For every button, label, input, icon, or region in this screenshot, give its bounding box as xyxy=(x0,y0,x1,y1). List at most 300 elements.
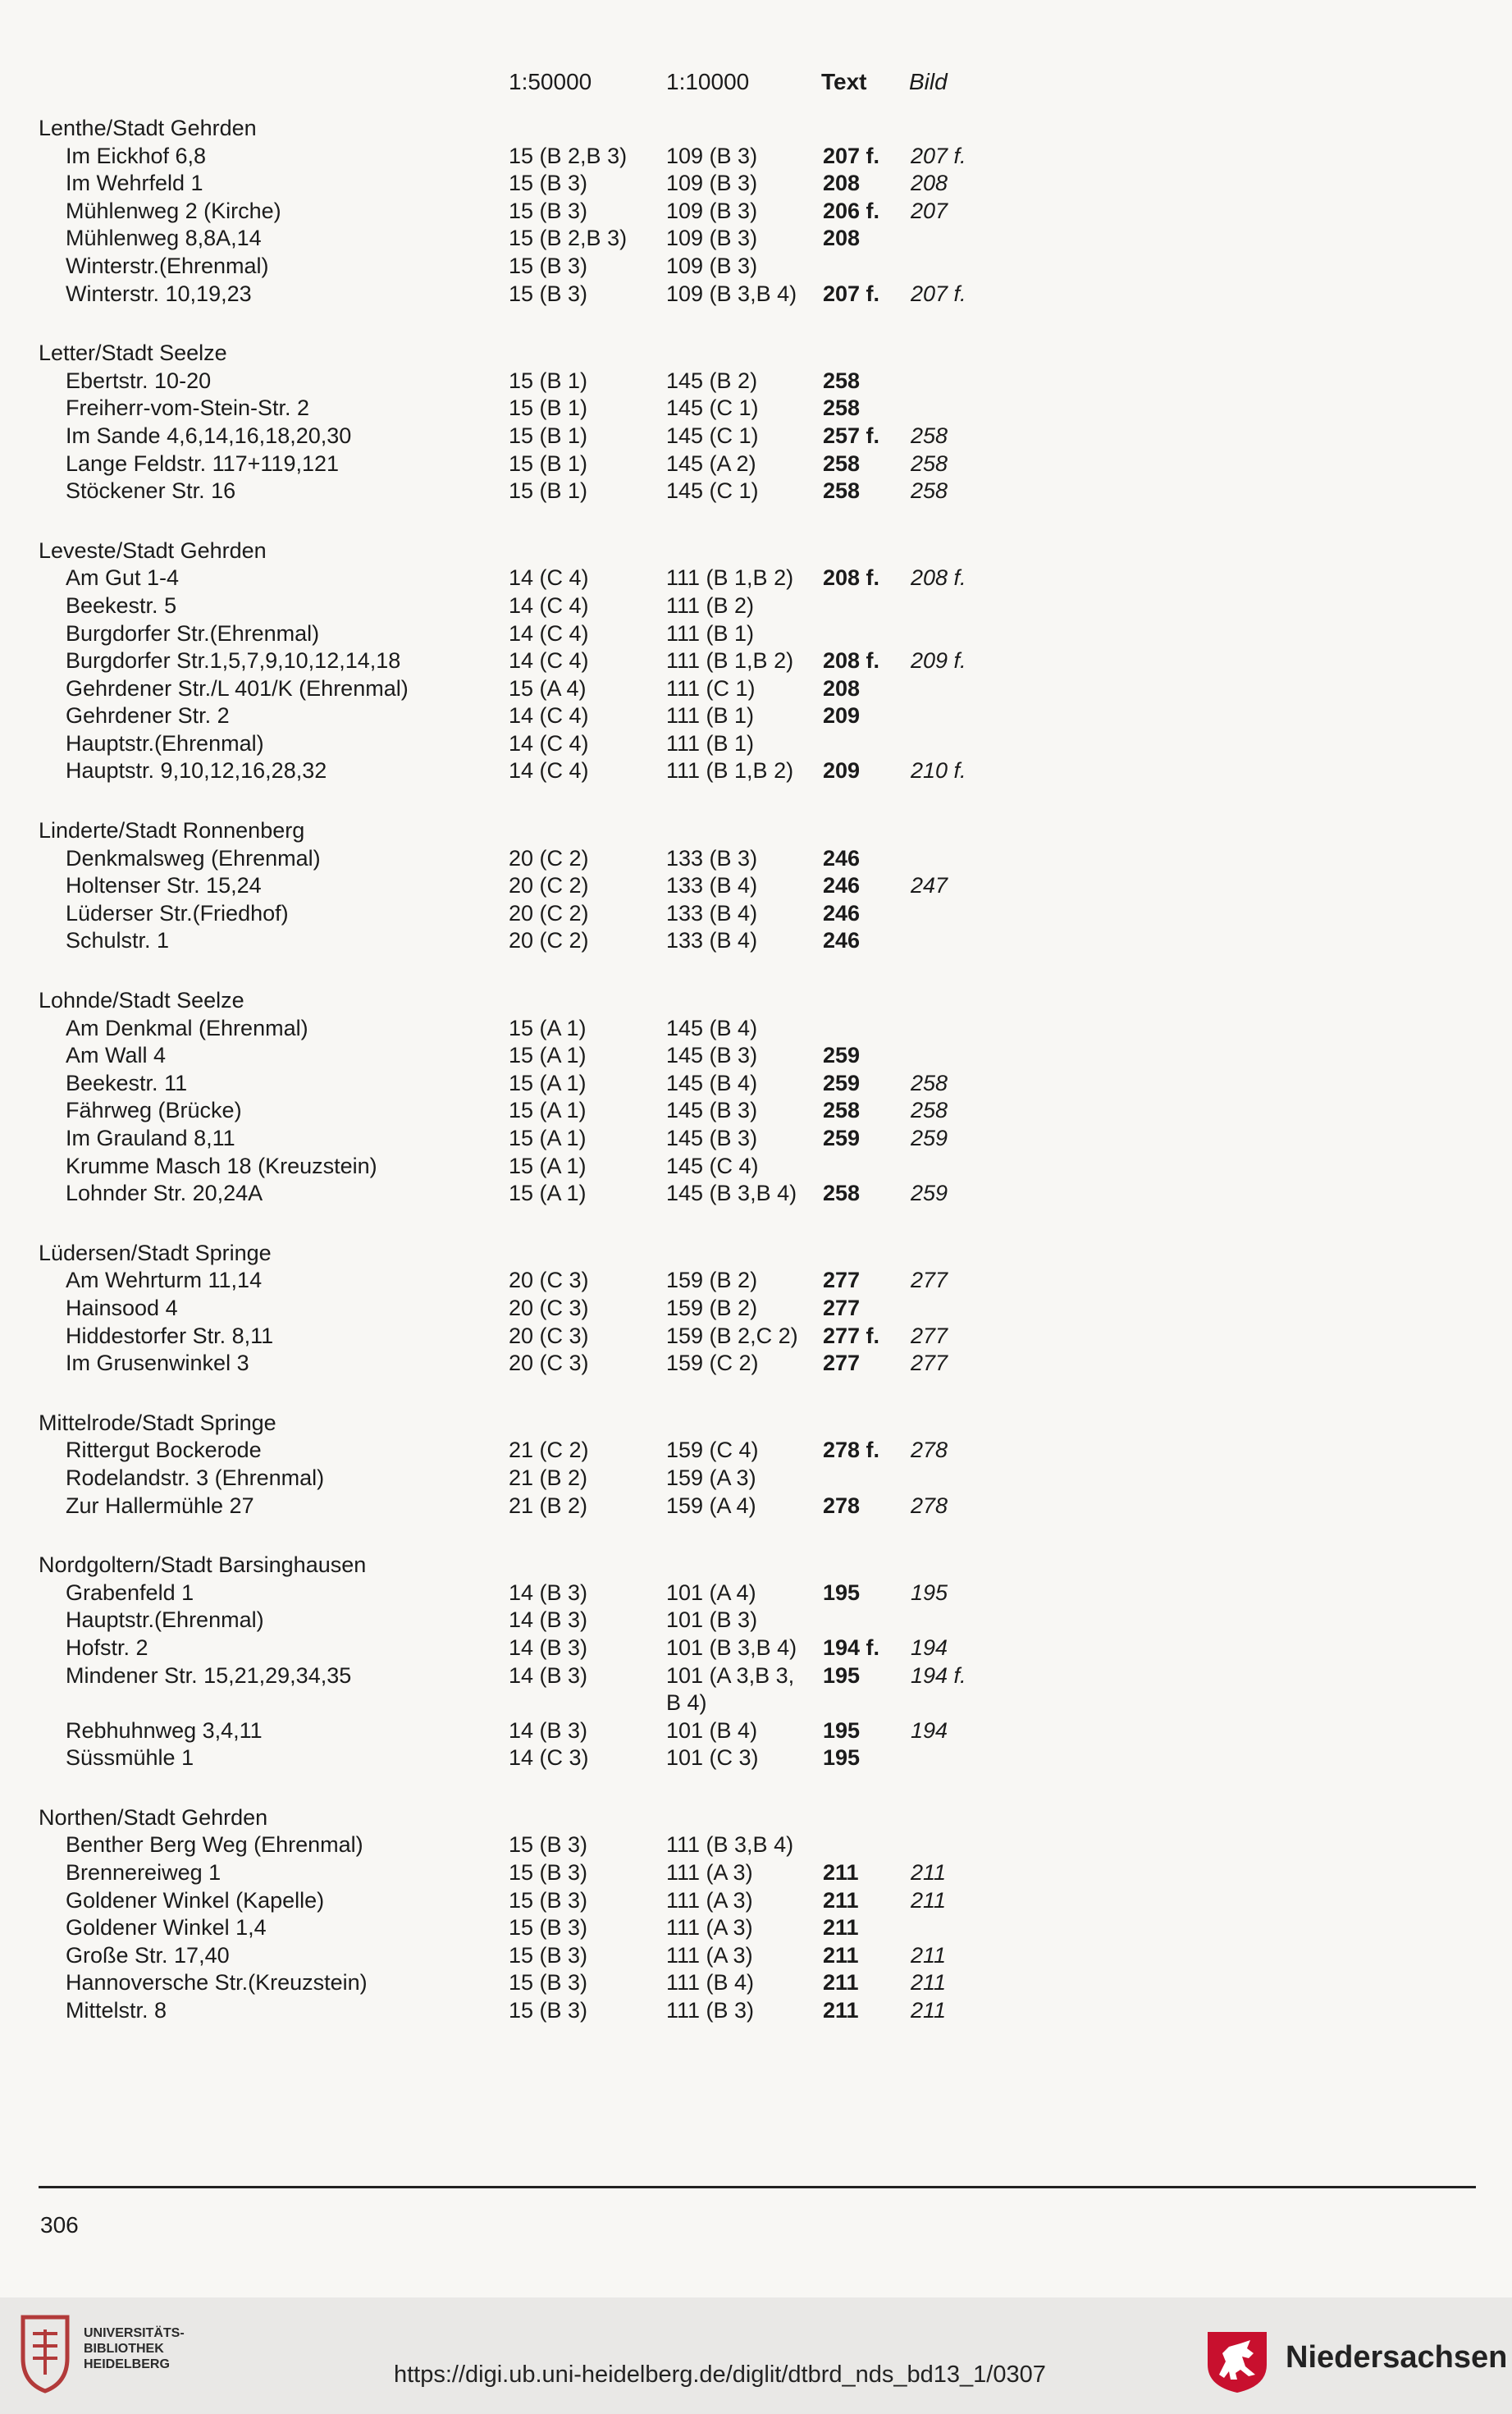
entry-row xyxy=(0,900,1512,928)
text-page-ref: 246 xyxy=(823,900,861,926)
entry-name: Mindener Str. 15,21,29,34,35 xyxy=(66,1662,352,1688)
map-ref-1-10000: 159 (C 2) xyxy=(666,1351,759,1376)
text-page-ref: 246 xyxy=(823,845,861,871)
text-page-ref: 211 xyxy=(823,1860,859,1886)
text-page-ref: 211 xyxy=(823,1970,859,1996)
entry-name: Benther Berg Weg (Ehrenmal) xyxy=(66,1832,363,1858)
map-ref-1-50000: 14 (C 4) xyxy=(509,758,589,784)
place-name: Lohnde/Stadt Seelze xyxy=(39,988,244,1013)
map-ref-1-50000: 14 (C 4) xyxy=(509,620,589,646)
map-ref-1-10000: 111 (A 3) xyxy=(666,1887,753,1913)
entry-name: Große Str. 17,40 xyxy=(66,1942,230,1968)
text-page-ref: 246 xyxy=(823,873,861,898)
entry-row xyxy=(0,1634,1512,1662)
entry-row xyxy=(0,1153,1512,1181)
entry-name: Grabenfeld 1 xyxy=(66,1580,194,1605)
entry-row xyxy=(0,281,1512,309)
entry-name: Rodelandstr. 3 (Ehrenmal) xyxy=(66,1465,325,1490)
text-page-ref: 258 xyxy=(823,1181,861,1206)
entry-row xyxy=(0,253,1512,281)
entry-row xyxy=(0,1744,1512,1772)
entry-name: Hauptstr.(Ehrenmal) xyxy=(66,1607,264,1633)
entry-continuation-row xyxy=(0,1689,1512,1717)
entry-name: Im Sande 4,6,14,16,18,20,30 xyxy=(66,423,352,448)
map-ref-1-50000: 14 (C 4) xyxy=(509,703,589,729)
map-ref-1-50000: 15 (B 3) xyxy=(509,171,588,196)
map-ref-1-10000: 133 (B 4) xyxy=(666,928,758,953)
place-group xyxy=(0,1804,1512,2025)
entry-row xyxy=(0,730,1512,758)
entry-row xyxy=(0,1323,1512,1351)
map-ref-1-50000: 21 (B 2) xyxy=(509,1493,588,1518)
text-page-ref: 257 f. xyxy=(823,423,880,448)
entry-row xyxy=(0,225,1512,253)
map-ref-1-10000: B 4) xyxy=(666,1690,707,1716)
image-page-ref: 259 xyxy=(911,1181,948,1206)
image-page-ref: 208 xyxy=(911,171,948,196)
entry-name: Am Denkmal (Ehrenmal) xyxy=(66,1015,308,1040)
text-page-ref: 209 xyxy=(823,758,861,784)
map-ref-1-10000: 145 (B 4) xyxy=(666,1070,758,1095)
entry-row xyxy=(0,1831,1512,1859)
university-library-name xyxy=(84,2325,185,2372)
map-ref-1-50000: 15 (B 3) xyxy=(509,253,588,278)
entry-row xyxy=(0,1859,1512,1887)
entry-name: Rittergut Bockerode xyxy=(66,1438,262,1463)
image-page-ref: 207 xyxy=(911,198,948,223)
place-group xyxy=(0,1240,1512,1378)
map-ref-1-10000: 109 (B 3) xyxy=(666,253,758,278)
entry-name: Denkmalsweg (Ehrenmal) xyxy=(66,845,321,871)
map-ref-1-10000: 159 (C 4) xyxy=(666,1438,759,1463)
map-ref-1-10000: 159 (B 2,C 2) xyxy=(666,1323,798,1348)
map-ref-1-50000: 15 (B 1) xyxy=(509,450,588,476)
entry-name: Brennereiweg 1 xyxy=(66,1860,222,1886)
entry-row xyxy=(0,1437,1512,1465)
map-ref-1-50000: 15 (A 1) xyxy=(509,1181,587,1206)
image-page-ref: 247 xyxy=(911,873,948,898)
university-seal-icon xyxy=(16,2309,74,2394)
map-ref-1-50000: 20 (C 2) xyxy=(509,873,589,898)
text-page-ref: 207 f. xyxy=(823,281,880,306)
place-name: Lüdersen/Stadt Springe xyxy=(39,1240,272,1265)
column-header-text: Text xyxy=(821,69,867,94)
map-ref-1-10000: 101 (B 4) xyxy=(666,1717,758,1743)
entry-row xyxy=(0,1717,1512,1745)
bottom-rule xyxy=(39,2186,1476,2188)
map-ref-1-10000: 111 (B 1,B 2) xyxy=(666,758,794,784)
map-ref-1-10000: 145 (C 1) xyxy=(666,423,759,448)
image-page-ref: 211 xyxy=(911,1942,947,1968)
map-ref-1-50000: 14 (B 3) xyxy=(509,1717,588,1743)
map-ref-1-50000: 15 (A 1) xyxy=(509,1098,587,1123)
map-ref-1-10000: 101 (B 3) xyxy=(666,1607,758,1633)
image-page-ref: 211 xyxy=(911,1998,947,2023)
place-heading-row xyxy=(0,1552,1512,1580)
map-ref-1-10000: 109 (B 3) xyxy=(666,198,758,223)
entry-row xyxy=(0,1607,1512,1634)
text-page-ref: 195 xyxy=(823,1662,861,1688)
map-ref-1-50000: 15 (A 1) xyxy=(509,1153,587,1178)
image-page-ref: 258 xyxy=(911,478,948,504)
entry-row xyxy=(0,1465,1512,1493)
text-page-ref: 209 xyxy=(823,703,861,729)
page-number: 306 xyxy=(40,2212,79,2238)
map-ref-1-10000: 111 (A 3) xyxy=(666,1942,753,1968)
entry-row xyxy=(0,1180,1512,1208)
map-ref-1-50000: 21 (B 2) xyxy=(509,1465,588,1490)
map-ref-1-10000: 145 (B 4) xyxy=(666,1015,758,1040)
map-ref-1-10000: 101 (C 3) xyxy=(666,1745,759,1771)
place-heading-row xyxy=(0,1240,1512,1268)
entry-name: Beekestr. 5 xyxy=(66,592,177,618)
entry-row xyxy=(0,1070,1512,1098)
text-page-ref: 211 xyxy=(823,1887,859,1913)
entry-row xyxy=(0,647,1512,675)
image-page-ref: 258 xyxy=(911,450,948,476)
entry-name: Gehrdener Str. 2 xyxy=(66,703,230,729)
entry-row xyxy=(0,927,1512,955)
map-ref-1-50000: 14 (B 3) xyxy=(509,1580,588,1605)
text-page-ref: 277 f. xyxy=(823,1323,880,1348)
place-heading-row xyxy=(0,817,1512,845)
text-page-ref: 208 xyxy=(823,171,861,196)
map-ref-1-50000: 20 (C 3) xyxy=(509,1351,589,1376)
entry-row xyxy=(0,1042,1512,1070)
map-ref-1-50000: 14 (C 4) xyxy=(509,648,589,674)
place-heading-row xyxy=(0,987,1512,1015)
library-name-line-1: UNIVERSITÄTS- xyxy=(84,2326,185,2340)
map-ref-1-50000: 15 (A 1) xyxy=(509,1070,587,1095)
entry-row xyxy=(0,872,1512,900)
entry-row xyxy=(0,702,1512,730)
entry-name: Burgdorfer Str.(Ehrenmal) xyxy=(66,620,320,646)
image-page-ref: 210 f. xyxy=(911,758,966,784)
entry-name: Mühlenweg 2 (Kirche) xyxy=(66,198,281,223)
entry-row xyxy=(0,1997,1512,2025)
entry-name: Freiherr-vom-Stein-Str. 2 xyxy=(66,395,310,421)
entry-row xyxy=(0,478,1512,505)
niedersachsen-wordmark: Niedersachsen xyxy=(1286,2340,1508,2375)
entry-name: Schulstr. 1 xyxy=(66,928,170,953)
map-ref-1-10000: 145 (B 3) xyxy=(666,1043,758,1068)
map-ref-1-50000: 15 (B 3) xyxy=(509,1887,588,1913)
entry-name: Winterstr. 10,19,23 xyxy=(66,281,252,306)
entry-row xyxy=(0,170,1512,198)
column-header-bild: Bild xyxy=(909,69,948,94)
image-page-ref: 207 f. xyxy=(911,143,966,168)
text-page-ref: 258 xyxy=(823,1098,861,1123)
entry-row xyxy=(0,565,1512,592)
text-page-ref: 246 xyxy=(823,928,861,953)
place-name: Lenthe/Stadt Gehrden xyxy=(39,116,257,140)
map-ref-1-50000: 21 (C 2) xyxy=(509,1438,589,1463)
map-ref-1-10000: 133 (B 4) xyxy=(666,900,758,926)
image-page-ref: 194 xyxy=(911,1717,948,1743)
entry-row xyxy=(0,368,1512,395)
entry-name: Hofstr. 2 xyxy=(66,1634,148,1660)
map-ref-1-50000: 15 (B 3) xyxy=(509,1998,588,2023)
image-page-ref: 194 xyxy=(911,1634,948,1660)
map-ref-1-50000: 20 (C 2) xyxy=(509,900,589,926)
entry-name: Lange Feldstr. 117+119,121 xyxy=(66,450,340,476)
map-ref-1-50000: 20 (C 3) xyxy=(509,1268,589,1293)
document-url-link[interactable]: https://digi.ub.uni-heidelberg.de/diglit/dtbrd_nds_bd13_1/0307 xyxy=(394,2361,1046,2388)
text-page-ref: 211 xyxy=(823,1942,859,1968)
image-page-ref: 195 xyxy=(911,1580,948,1605)
entry-name: Ebertstr. 10-20 xyxy=(66,368,212,393)
entry-name: Im Grusenwinkel 3 xyxy=(66,1351,249,1376)
text-page-ref: 208 f. xyxy=(823,648,880,674)
place-name: Leveste/Stadt Gehrden xyxy=(39,537,267,563)
map-ref-1-10000: 109 (B 3) xyxy=(666,171,758,196)
place-heading-row xyxy=(0,1804,1512,1832)
map-ref-1-10000: 145 (C 1) xyxy=(666,478,759,504)
place-group xyxy=(0,817,1512,955)
map-ref-1-50000: 15 (B 1) xyxy=(509,368,588,393)
map-ref-1-10000: 111 (B 1) xyxy=(666,620,755,646)
place-group xyxy=(0,537,1512,785)
place-heading-row xyxy=(0,340,1512,368)
map-ref-1-10000: 101 (B 3,B 4) xyxy=(666,1634,797,1660)
map-ref-1-10000: 159 (A 3) xyxy=(666,1465,756,1490)
map-ref-1-50000: 15 (B 1) xyxy=(509,478,588,504)
entry-row xyxy=(0,1295,1512,1323)
map-ref-1-10000: 111 (B 1,B 2) xyxy=(666,648,794,674)
map-ref-1-50000: 15 (B 3) xyxy=(509,1915,588,1941)
map-ref-1-50000: 15 (B 3) xyxy=(509,198,588,223)
entry-row xyxy=(0,1493,1512,1520)
map-ref-1-10000: 109 (B 3) xyxy=(666,143,758,168)
niedersachsen-horse-emblem-icon xyxy=(1204,2329,1270,2394)
entry-name: Lohnder Str. 20,24A xyxy=(66,1181,263,1206)
map-ref-1-50000: 20 (C 2) xyxy=(509,845,589,871)
entry-row xyxy=(0,1580,1512,1607)
entry-row xyxy=(0,1942,1512,1970)
text-page-ref: 211 xyxy=(823,1915,859,1941)
entry-name: Am Wall 4 xyxy=(66,1043,167,1068)
map-ref-1-10000: 145 (B 3,B 4) xyxy=(666,1181,797,1206)
entry-name: Mittelstr. 8 xyxy=(66,1998,167,2023)
place-name: Nordgoltern/Stadt Barsinghausen xyxy=(39,1552,367,1578)
map-ref-1-10000: 159 (B 2) xyxy=(666,1268,758,1293)
entry-row xyxy=(0,1662,1512,1690)
image-page-ref: 207 f. xyxy=(911,281,966,306)
place-heading-row xyxy=(0,537,1512,565)
place-group xyxy=(0,340,1512,505)
place-heading-row xyxy=(0,115,1512,143)
text-page-ref: 208 xyxy=(823,226,861,251)
text-page-ref: 277 xyxy=(823,1295,861,1320)
entry-row xyxy=(0,1125,1512,1153)
entry-row xyxy=(0,1887,1512,1915)
entry-name: Lüderser Str.(Friedhof) xyxy=(66,900,289,926)
map-ref-1-10000: 111 (B 3,B 4) xyxy=(666,1832,794,1858)
entry-name: Gehrdener Str./L 401/K (Ehrenmal) xyxy=(66,675,409,701)
entry-row xyxy=(0,675,1512,703)
place-name: Mittelrode/Stadt Springe xyxy=(39,1410,276,1435)
place-group xyxy=(0,115,1512,308)
entry-row xyxy=(0,1015,1512,1043)
entry-name: Im Wehrfeld 1 xyxy=(66,171,203,196)
image-page-ref: 259 xyxy=(911,1126,948,1150)
map-ref-1-50000: 15 (B 3) xyxy=(509,1832,588,1858)
entry-name: Goldener Winkel 1,4 xyxy=(66,1915,267,1941)
index-entries xyxy=(0,115,1512,2057)
viewer-footer-bar xyxy=(0,2297,1512,2414)
place-name: Northen/Stadt Gehrden xyxy=(39,1804,268,1830)
map-ref-1-50000: 14 (B 3) xyxy=(509,1662,588,1688)
entry-row xyxy=(0,1914,1512,1942)
place-group xyxy=(0,987,1512,1208)
entry-row xyxy=(0,450,1512,478)
place-name: Letter/Stadt Seelze xyxy=(39,341,227,366)
map-ref-1-10000: 145 (B 2) xyxy=(666,368,758,393)
map-ref-1-10000: 159 (A 4) xyxy=(666,1493,756,1518)
map-ref-1-50000: 15 (A 1) xyxy=(509,1015,587,1040)
map-ref-1-10000: 133 (B 4) xyxy=(666,873,758,898)
entry-name: Süssmühle 1 xyxy=(66,1745,194,1771)
entry-name: Hiddestorfer Str. 8,11 xyxy=(66,1323,274,1348)
image-page-ref: 194 f. xyxy=(911,1662,966,1688)
map-ref-1-50000: 14 (C 4) xyxy=(509,730,589,756)
image-page-ref: 277 xyxy=(911,1268,948,1293)
entry-row xyxy=(0,143,1512,171)
map-ref-1-50000: 15 (B 3) xyxy=(509,1860,588,1886)
text-page-ref: 259 xyxy=(823,1126,861,1150)
map-ref-1-10000: 111 (C 1) xyxy=(666,675,756,701)
map-ref-1-10000: 111 (A 3) xyxy=(666,1860,753,1886)
image-page-ref: 211 xyxy=(911,1860,947,1886)
entry-row xyxy=(0,620,1512,648)
text-page-ref: 258 xyxy=(823,450,861,476)
entry-name: Mühlenweg 8,8A,14 xyxy=(66,226,262,251)
entry-name: Im Grauland 8,11 xyxy=(66,1126,235,1150)
image-page-ref: 208 f. xyxy=(911,565,966,591)
map-ref-1-50000: 20 (C 3) xyxy=(509,1323,589,1348)
image-page-ref: 211 xyxy=(911,1887,947,1913)
library-name-line-3: HEIDELBERG xyxy=(84,2357,170,2371)
text-page-ref: 195 xyxy=(823,1580,861,1605)
map-ref-1-10000: 133 (B 3) xyxy=(666,845,758,871)
map-ref-1-10000: 145 (A 2) xyxy=(666,450,756,476)
entry-name: Stöckener Str. 16 xyxy=(66,478,236,504)
map-ref-1-50000: 15 (B 3) xyxy=(509,1942,588,1968)
image-page-ref: 278 xyxy=(911,1438,948,1463)
text-page-ref: 258 xyxy=(823,368,861,393)
entry-row xyxy=(0,198,1512,226)
map-ref-1-10000: 111 (B 1,B 2) xyxy=(666,565,794,591)
entry-row xyxy=(0,592,1512,620)
text-page-ref: 277 xyxy=(823,1268,861,1293)
place-group xyxy=(0,1410,1512,1520)
entry-row xyxy=(0,423,1512,450)
text-page-ref: 211 xyxy=(823,1998,859,2023)
entry-name: Rebhuhnweg 3,4,11 xyxy=(66,1717,263,1743)
map-ref-1-10000: 111 (B 4) xyxy=(666,1970,755,1996)
image-page-ref: 209 f. xyxy=(911,648,966,674)
map-ref-1-10000: 111 (B 3) xyxy=(666,1998,755,2023)
image-page-ref: 211 xyxy=(911,1970,947,1996)
entry-name: Am Wehrturm 11,14 xyxy=(66,1268,263,1293)
text-page-ref: 207 f. xyxy=(823,143,880,168)
map-ref-1-50000: 15 (A 1) xyxy=(509,1043,587,1068)
text-page-ref: 258 xyxy=(823,395,861,421)
entry-row xyxy=(0,1097,1512,1125)
map-ref-1-50000: 15 (B 1) xyxy=(509,423,588,448)
column-header-1-50000: 1:50000 xyxy=(509,69,592,94)
place-name: Linderte/Stadt Ronnenberg xyxy=(39,818,305,844)
text-page-ref: 277 xyxy=(823,1351,861,1376)
map-ref-1-50000: 15 (B 2,B 3) xyxy=(509,143,628,168)
library-name-line-2: BIBLIOTHEK xyxy=(84,2342,164,2356)
map-ref-1-10000: 159 (B 2) xyxy=(666,1295,758,1320)
map-ref-1-10000: 111 (A 3) xyxy=(666,1915,753,1941)
entry-row xyxy=(0,395,1512,423)
map-ref-1-10000: 145 (C 1) xyxy=(666,395,759,421)
map-ref-1-50000: 15 (B 3) xyxy=(509,1970,588,1996)
map-ref-1-50000: 15 (A 4) xyxy=(509,675,587,701)
entry-name: Hainsood 4 xyxy=(66,1295,178,1320)
map-ref-1-50000: 15 (B 3) xyxy=(509,281,588,306)
map-ref-1-10000: 111 (B 1) xyxy=(666,730,755,756)
text-page-ref: 259 xyxy=(823,1070,861,1095)
image-page-ref: 258 xyxy=(911,1098,948,1123)
entry-name: Burgdorfer Str.1,5,7,9,10,12,14,18 xyxy=(66,648,401,674)
map-ref-1-50000: 14 (C 3) xyxy=(509,1745,589,1771)
text-page-ref: 206 f. xyxy=(823,198,880,223)
image-page-ref: 258 xyxy=(911,1070,948,1095)
map-ref-1-10000: 101 (A 4) xyxy=(666,1580,756,1605)
map-ref-1-10000: 111 (B 1) xyxy=(666,703,755,729)
text-page-ref: 259 xyxy=(823,1043,861,1068)
map-ref-1-50000: 14 (B 3) xyxy=(509,1607,588,1633)
image-page-ref: 277 xyxy=(911,1351,948,1376)
map-ref-1-50000: 15 (B 2,B 3) xyxy=(509,226,628,251)
map-ref-1-50000: 20 (C 2) xyxy=(509,928,589,953)
entry-name: Krumme Masch 18 (Kreuzstein) xyxy=(66,1153,377,1178)
entry-name: Hauptstr. 9,10,12,16,28,32 xyxy=(66,758,327,784)
entry-row xyxy=(0,1350,1512,1378)
entry-name: Am Gut 1-4 xyxy=(66,565,180,591)
map-ref-1-50000: 14 (B 3) xyxy=(509,1634,588,1660)
map-ref-1-10000: 109 (B 3) xyxy=(666,226,758,251)
place-heading-row xyxy=(0,1410,1512,1438)
map-ref-1-50000: 20 (C 3) xyxy=(509,1295,589,1320)
entry-name: Goldener Winkel (Kapelle) xyxy=(66,1887,325,1913)
text-page-ref: 194 f. xyxy=(823,1634,880,1660)
text-page-ref: 258 xyxy=(823,478,861,504)
text-page-ref: 195 xyxy=(823,1745,861,1771)
map-ref-1-10000: 145 (B 3) xyxy=(666,1126,758,1150)
entry-row xyxy=(0,845,1512,873)
entry-name: Beekestr. 11 xyxy=(66,1070,188,1095)
column-header-1-10000: 1:10000 xyxy=(666,69,750,94)
map-ref-1-10000: 145 (C 4) xyxy=(666,1153,759,1178)
entry-row xyxy=(0,1969,1512,1997)
text-page-ref: 208 xyxy=(823,675,861,701)
entry-row xyxy=(0,757,1512,785)
entry-name: Winterstr.(Ehrenmal) xyxy=(66,253,269,278)
map-ref-1-10000: 109 (B 3,B 4) xyxy=(666,281,797,306)
entry-name: Im Eickhof 6,8 xyxy=(66,143,207,168)
place-group xyxy=(0,1552,1512,1772)
text-page-ref: 208 f. xyxy=(823,565,880,591)
map-ref-1-10000: 111 (B 2) xyxy=(666,592,755,618)
entry-name: Holtenser Str. 15,24 xyxy=(66,873,262,898)
map-ref-1-10000: 145 (B 3) xyxy=(666,1098,758,1123)
entry-row xyxy=(0,1267,1512,1295)
